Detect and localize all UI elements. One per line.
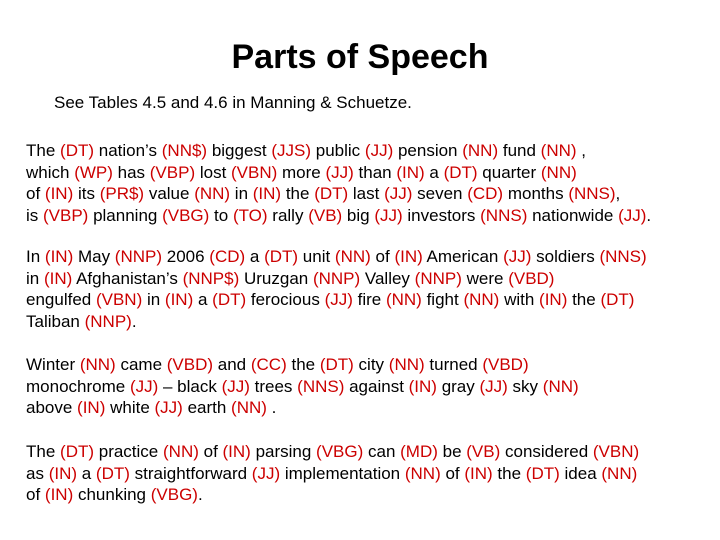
text-line — [26, 183, 716, 205]
pos-tag: (NNS) — [599, 247, 647, 266]
pos-tag: (JJS) — [271, 141, 312, 160]
word-text: idea — [559, 463, 602, 483]
pos-tag: (NN) — [334, 247, 371, 266]
word-text: . — [266, 398, 277, 417]
word-text: pension — [393, 141, 463, 160]
text-line — [26, 397, 716, 419]
pos-tag: (DT) — [60, 141, 95, 160]
word-text: 2006 — [162, 247, 210, 266]
word-text: nationwide — [527, 205, 619, 225]
word-text: its — [73, 184, 100, 203]
word-text: with — [499, 290, 540, 309]
subtitle-reference: See Tables 4.5 and 4.6 in Manning & Schuetze. — [54, 93, 412, 112]
pos-tag: (NN) — [79, 355, 116, 374]
pos-tag: (JJ) — [364, 141, 394, 160]
pos-tag: (DT) — [600, 290, 635, 309]
word-text: American — [422, 247, 504, 266]
pos-tag: (NN$) — [161, 141, 208, 160]
word-text: Uruzgan — [239, 268, 313, 288]
pos-tag: (NN) — [194, 184, 231, 203]
pos-tag: (JJ) — [324, 290, 353, 309]
text-line — [26, 162, 716, 184]
word-text: a — [424, 162, 444, 182]
pos-tag: (VBG) — [316, 442, 364, 461]
paragraph-1 — [26, 140, 716, 226]
word-text: came — [115, 355, 167, 374]
pos-tag: (IN) — [252, 184, 282, 203]
word-text: a — [193, 290, 213, 309]
word-text: planning — [88, 205, 163, 225]
word-text: can — [363, 442, 401, 461]
word-text: straightforward — [129, 463, 252, 483]
word-text: Taliban — [26, 311, 85, 331]
word-text: a — [245, 247, 265, 266]
word-text: investors — [402, 205, 481, 225]
word-text: of — [370, 247, 395, 266]
pos-tag: (NNP) — [312, 268, 361, 288]
pos-tag: (NNP) — [414, 268, 462, 288]
pos-tag: (JJ) — [374, 205, 403, 225]
pos-tag: (NN) — [463, 290, 500, 309]
pos-tag: (CC) — [250, 355, 287, 374]
word-text: Winter — [26, 355, 80, 374]
pos-tag: (WP) — [74, 162, 113, 182]
pos-tag: (DT) — [60, 442, 95, 461]
pos-tag: (IN) — [396, 162, 425, 182]
pos-tag: (NNP) — [84, 311, 132, 331]
word-text: were — [461, 268, 509, 288]
pos-tag: (DT) — [314, 184, 349, 203]
word-text: in — [230, 184, 253, 203]
word-text: of — [440, 463, 465, 483]
pos-tag: (NN) — [462, 141, 499, 160]
pos-tag: (VBD) — [482, 355, 529, 374]
pos-tag: (IN) — [48, 463, 78, 483]
word-text: seven — [412, 184, 468, 203]
word-text: Afghanistan’s — [72, 268, 183, 288]
word-text: sky — [507, 376, 543, 396]
word-text: fight — [421, 290, 464, 309]
pos-tag: (NN) — [540, 141, 577, 160]
pos-tag: (JJ) — [129, 376, 159, 396]
word-text: the — [281, 184, 315, 203]
pos-tag: (TO) — [232, 205, 268, 225]
word-text: the — [567, 290, 601, 309]
text-line — [26, 376, 716, 398]
pos-tag: (IN) — [222, 442, 251, 461]
word-text: gray — [436, 376, 480, 396]
word-text: monochrome — [26, 376, 130, 396]
pos-tag: (IN) — [77, 398, 106, 417]
pos-tag: (IN) — [43, 268, 73, 288]
pos-tag: (DT) — [319, 355, 354, 374]
text-line — [26, 246, 716, 268]
pos-tag: (VBP) — [43, 205, 89, 225]
text-line — [26, 205, 716, 227]
word-text: . — [197, 485, 203, 504]
word-text: city — [353, 355, 389, 374]
word-text: , — [615, 184, 621, 203]
pos-tag: (VB) — [466, 442, 501, 461]
word-text: of — [26, 184, 45, 203]
word-text: chunking — [73, 485, 151, 504]
word-text: trees — [249, 376, 298, 396]
pos-tag: (PR$) — [99, 184, 145, 203]
word-text: of — [26, 485, 45, 504]
pos-tag: (NN) — [540, 162, 577, 182]
pos-tag: (IN) — [539, 290, 568, 309]
word-text: than — [353, 162, 397, 182]
word-text: last — [348, 184, 385, 203]
pos-tag: (VBN) — [231, 162, 278, 182]
pos-tag: (NNS) — [480, 205, 528, 225]
pos-tag: (IN) — [394, 247, 423, 266]
word-text: – black — [158, 376, 222, 396]
word-text: The — [26, 141, 61, 160]
text-line — [26, 484, 716, 506]
word-text: implementation — [280, 463, 405, 483]
pos-tag: (NN) — [601, 463, 638, 483]
pos-tag: (IN) — [464, 463, 493, 483]
pos-tag: (IN) — [44, 184, 74, 203]
pos-tag: (DT) — [525, 463, 560, 483]
word-text: unit — [298, 247, 335, 266]
word-text: biggest — [207, 141, 272, 160]
pos-tag: (IN) — [164, 290, 194, 309]
word-text: and — [213, 355, 251, 374]
word-text: , — [576, 141, 587, 160]
word-text: be — [437, 442, 467, 461]
word-text: in — [142, 290, 165, 309]
word-text: Valley — [360, 268, 415, 288]
word-text: in — [26, 268, 44, 288]
pos-tag: (VBD) — [508, 268, 555, 288]
pos-tag: (JJ) — [221, 376, 250, 396]
pos-tag: (JJ) — [503, 247, 532, 266]
word-text: earth — [182, 398, 232, 417]
text-line — [26, 463, 716, 485]
pos-tag: (IN) — [44, 485, 74, 504]
pos-tag: (VBP) — [149, 162, 196, 182]
pos-tag: (NNP$) — [182, 268, 240, 288]
paragraph-4 — [26, 441, 716, 506]
word-text: against — [344, 376, 409, 396]
word-text: quarter — [477, 162, 541, 182]
pos-tag: (NN) — [404, 463, 441, 483]
text-line — [26, 289, 716, 311]
word-text: is — [26, 205, 43, 225]
word-text: nation’s — [94, 141, 162, 160]
word-text: above — [26, 398, 78, 417]
pos-tag: (JJ) — [479, 376, 508, 396]
word-text: The — [26, 442, 61, 461]
pos-tag: (NNS) — [297, 376, 345, 396]
text-line — [26, 140, 716, 162]
pos-tag: (JJ) — [618, 205, 647, 225]
word-text: as — [26, 463, 49, 483]
word-text: May — [73, 247, 115, 266]
pos-tag: (NN) — [163, 442, 199, 461]
word-text: big — [342, 205, 375, 225]
pos-tag: (DT) — [212, 290, 247, 309]
word-text: which — [26, 162, 75, 182]
pos-tag: (JJ) — [384, 184, 413, 203]
word-text: value — [144, 184, 195, 203]
word-text: the — [286, 355, 320, 374]
pos-tag: (JJ) — [325, 162, 354, 182]
pos-tag: (VBG) — [150, 485, 198, 504]
word-text: . — [646, 205, 652, 225]
paragraph-3 — [26, 354, 716, 419]
pos-tag: (DT) — [443, 162, 478, 182]
pos-tag: (NNS) — [568, 184, 616, 203]
pos-tag: (NN) — [231, 398, 267, 417]
paragraph-2 — [26, 246, 716, 332]
pos-tag: (NNP) — [114, 247, 163, 266]
pos-tag: (VBN) — [95, 290, 143, 309]
pos-tag: (IN) — [44, 247, 74, 266]
word-text: engulfed — [26, 290, 96, 309]
word-text: the — [492, 463, 526, 483]
text-line — [26, 311, 716, 333]
pos-tag: (VBG) — [162, 205, 210, 225]
pos-tag: (DT) — [95, 463, 130, 483]
word-text: . — [131, 311, 137, 331]
word-text: more — [277, 162, 326, 182]
pos-tag: (VBD) — [166, 355, 214, 374]
word-text: months — [503, 184, 569, 203]
word-text: of — [198, 442, 223, 461]
pos-tag: (IN) — [408, 376, 437, 396]
word-text: soldiers — [531, 247, 600, 266]
pos-tag: (NN) — [385, 290, 422, 309]
pos-tag: (NN) — [542, 376, 579, 396]
text-line — [26, 268, 716, 290]
pos-tag: (DT) — [264, 247, 299, 266]
word-text: public — [311, 141, 365, 160]
word-text: lost — [195, 162, 232, 182]
pos-tag: (JJ) — [154, 398, 183, 417]
word-text: parsing — [250, 442, 317, 461]
pos-tag: (NN) — [388, 355, 425, 374]
word-text: In — [26, 247, 45, 266]
word-text: turned — [424, 355, 483, 374]
pos-tag: (VBN) — [592, 442, 640, 461]
text-line — [26, 354, 716, 376]
pos-tag: (JJ) — [251, 463, 281, 483]
word-text: white — [105, 398, 155, 417]
word-text: has — [112, 162, 150, 182]
text-line — [26, 441, 716, 463]
pos-tag: (VB) — [308, 205, 343, 225]
word-text: practice — [94, 442, 163, 461]
word-text: fund — [498, 141, 541, 160]
word-text: a — [77, 463, 96, 483]
word-text: rally — [267, 205, 309, 225]
pos-tag: (CD) — [467, 184, 504, 203]
word-text: considered — [500, 442, 593, 461]
word-text: fire — [352, 290, 386, 309]
word-text: to — [209, 205, 233, 225]
pos-tag: (CD) — [209, 247, 246, 266]
word-text: ferocious — [246, 290, 325, 309]
pos-tag: (MD) — [400, 442, 438, 461]
slide-title: Parts of Speech — [231, 38, 489, 76]
